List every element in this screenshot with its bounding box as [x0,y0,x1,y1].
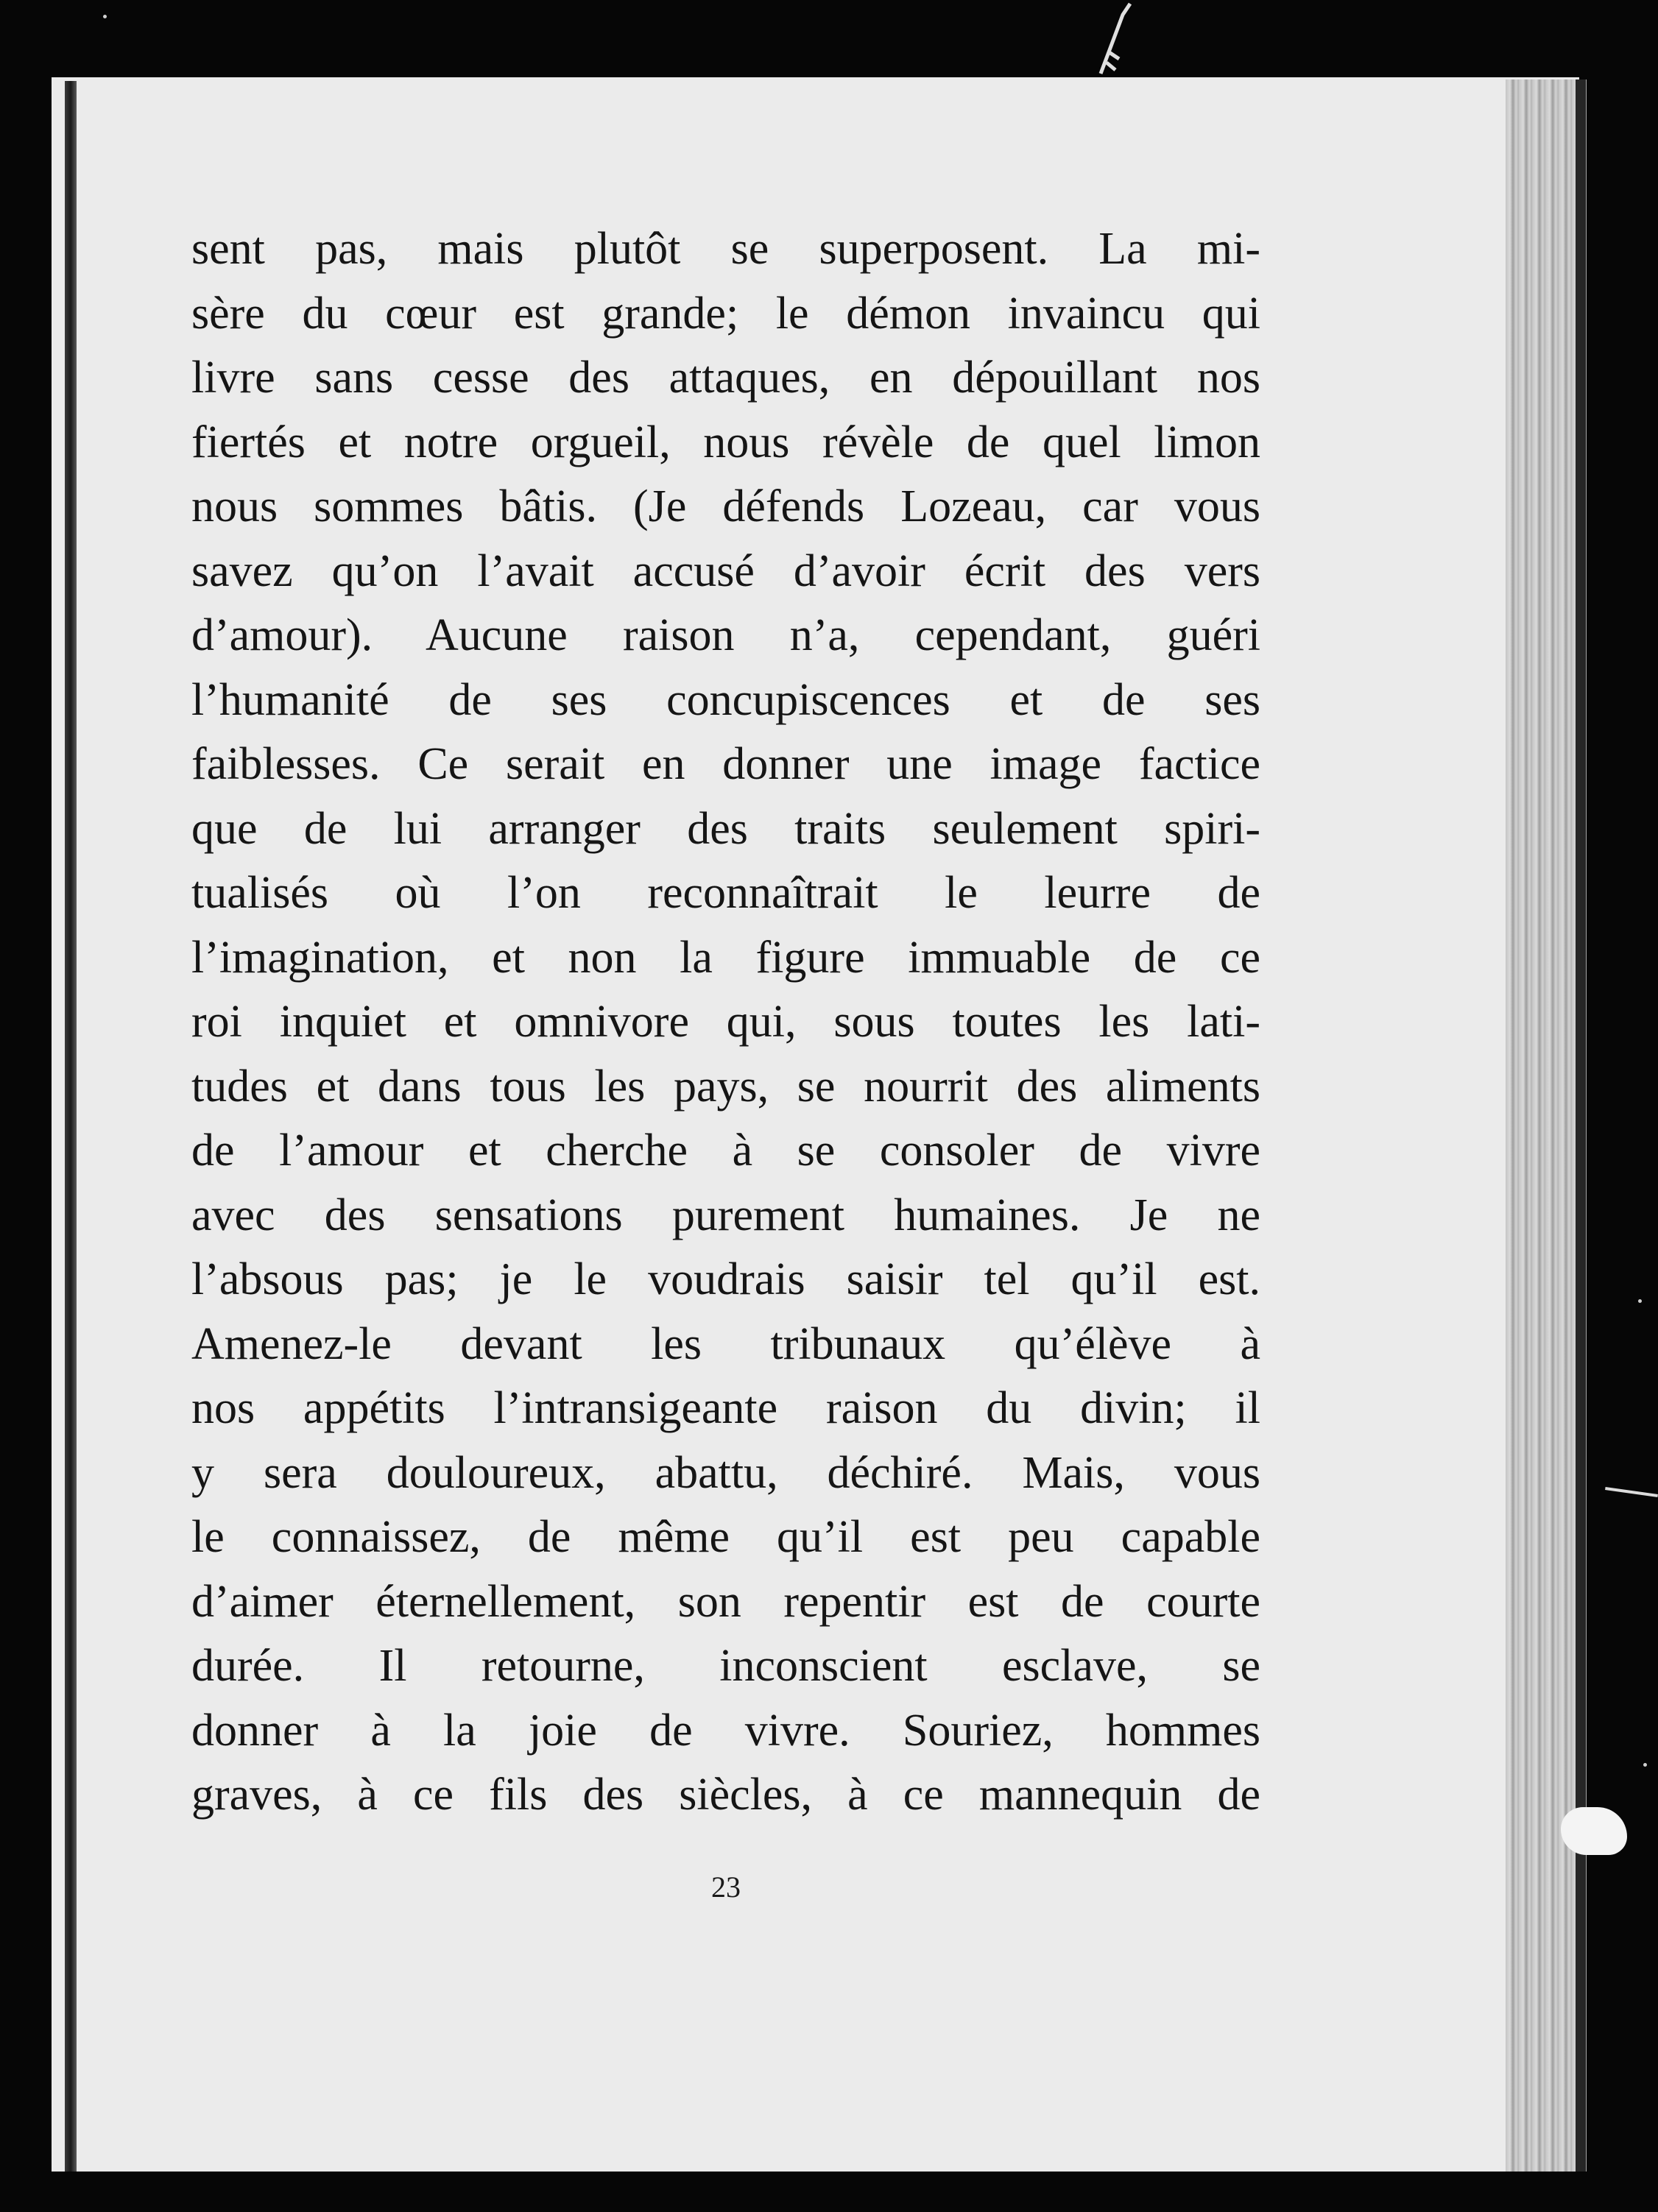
text-line: d’aimer éternellement, son repentir est de courte [191,1576,1260,1627]
text-line: durée. Il retourne, inconscient esclave, se [191,1641,1260,1691]
text-line: sent pas, mais plutôt se superposent. La mi- [191,224,1260,274]
scan-artifact-dot [1643,1763,1647,1767]
body-text [191,217,1260,1828]
text-line: donner à la joie de vivre. Souriez, hommes [191,1705,1260,1756]
scan-artifact-dot [103,15,107,18]
text-line: tudes et dans tous les pays, se nourrit des aliments [191,1061,1260,1112]
text-line: nous sommes bâtis. (Je défends Lozeau, car vous [191,481,1260,531]
page-edges [1506,79,1587,2172]
text-line: l’imagination, et non la figure immuable de ce [191,932,1260,983]
text-line: Amenez-le devant les tribunaux qu’élève à [191,1318,1260,1369]
text-line: savez qu’on l’avait accusé d’avoir écrit des vers [191,545,1260,596]
scan-artifact-dot [1638,1299,1642,1303]
text-line: sère du cœur est grande; le démon invaincu qui [191,288,1260,339]
text-line: nos appétits l’intransigeante raison du divin; il [191,1383,1260,1433]
text-line: d’amour). Aucune raison n’a, cependant, guéri [191,610,1260,660]
text-line: le connaissez, de même qu’il est peu capable [191,1512,1260,1562]
page-number: 23 [711,1870,741,1904]
text-line: de l’amour et cherche à se consoler de vivre [191,1126,1260,1176]
text-line: graves, à ce fils des siècles, à ce mannequin de [191,1770,1260,1820]
text-line: fiertés et notre orgueil, nous révèle de quel limon [191,417,1260,467]
text-line: avec des sensations purement humaines. Je ne [191,1190,1260,1240]
pen-mark [1093,0,1137,81]
text-line: roi inquiet et omnivore qui, sous toutes les lati- [191,997,1260,1047]
text-line: faiblesses. Ce serait en donner une image factice [191,739,1260,789]
text-line: livre sans cesse des attaques, en dépouillant nos [191,353,1260,403]
scan-artifact-blob [1561,1807,1627,1855]
text-line: tualisés où l’on reconnaîtrait le leurre de [191,868,1260,918]
page-edge-shadow [1576,79,1586,2172]
text-line: y sera douloureux, abattu, déchiré. Mais, vous [191,1447,1260,1498]
scan-artifact-scratch [1605,1487,1658,1497]
page-gutter-shadow [65,81,77,2172]
text-line: l’humanité de ses concupiscences et de ses [191,674,1260,725]
text-line: l’absous pas; je le voudrais saisir tel qu’il est. [191,1254,1260,1304]
text-line: que de lui arranger des traits seulement spiri- [191,803,1260,854]
